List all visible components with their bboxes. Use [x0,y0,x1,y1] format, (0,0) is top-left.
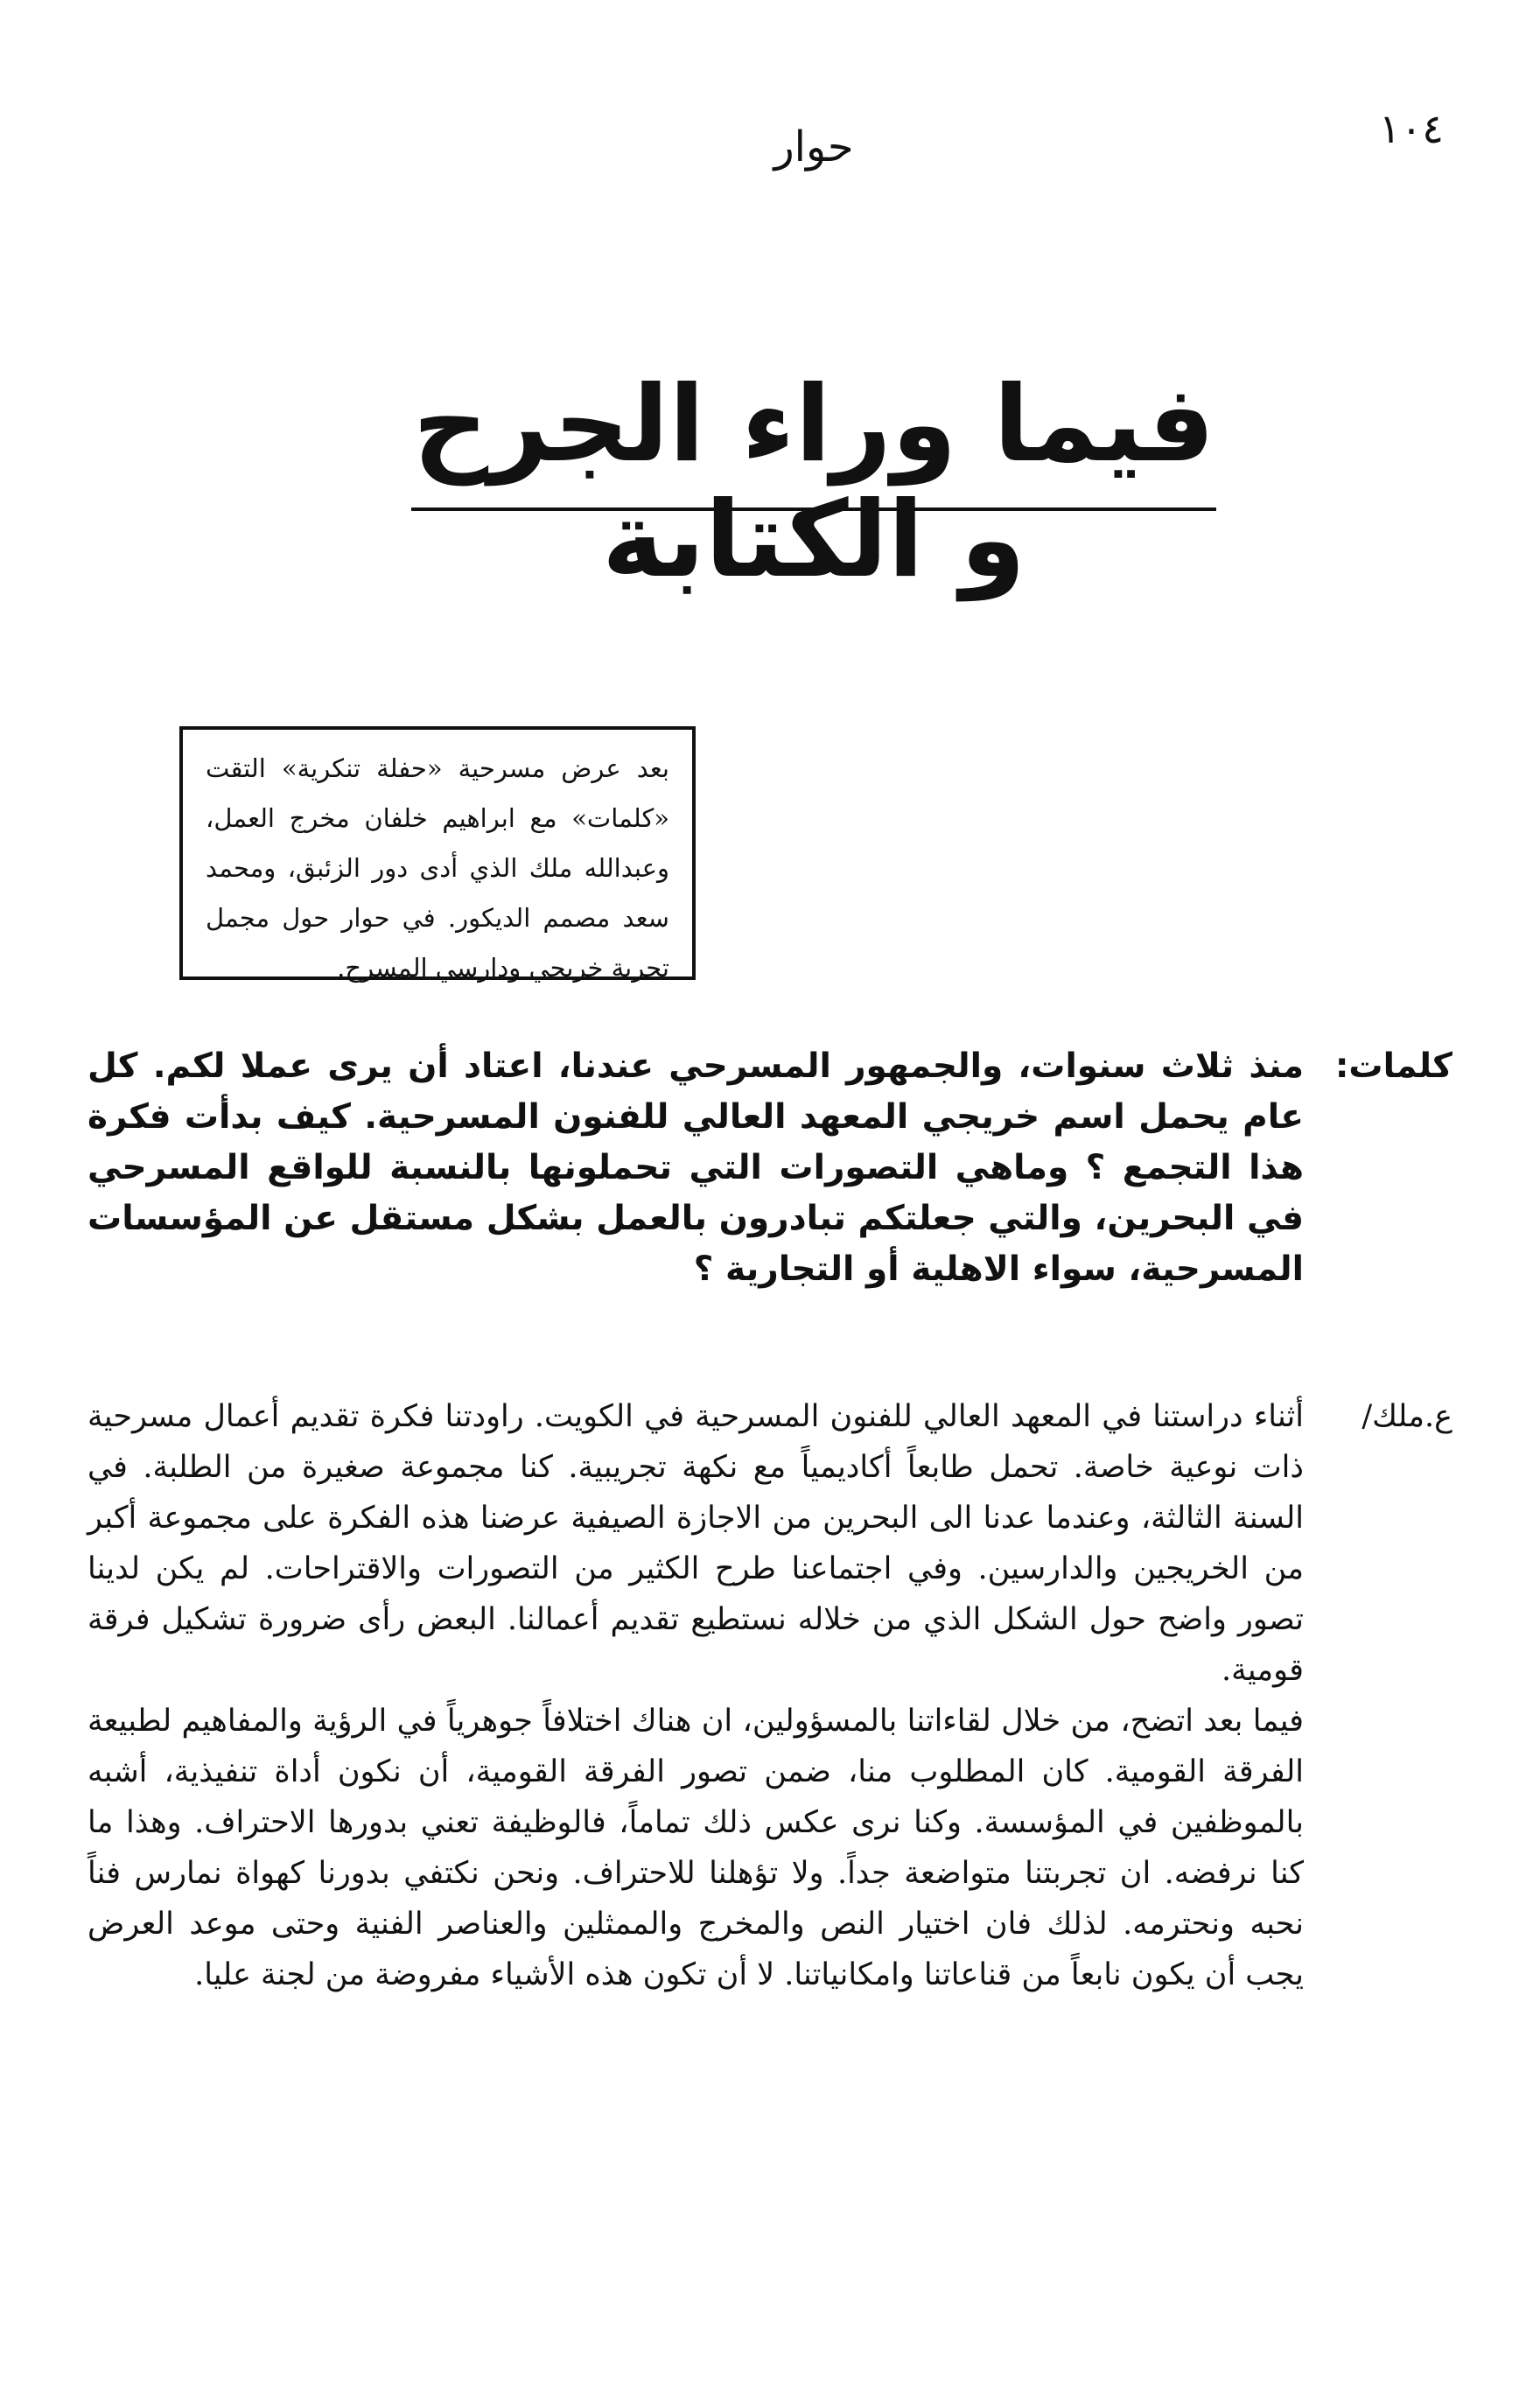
title-underline [411,508,1216,511]
question-speaker: كلمات: [1334,1046,1452,1086]
answer-text [88,1391,1304,2000]
article-title: فيما وراء الجرح و الكتابة [412,364,1215,601]
question-text: منذ ثلاث سنوات، والجمهور المسرحي عندنا، اعتاد أن يرى عملا لكم. كل عام يحمل اسم خريجي المعهد العالي للفنون المسرحية. كيف بدأت فكرة هذا التجمع ؟ وماهي التصورات التي تحملونها بالنسبة للواقع المسرحي في البحرين، والتي جعلتكم تبادرون بالعمل بشكل مستقل عن المؤسسات المسرحية، سواء الاهلية أو التجارية ؟ [88,1046,1304,1289]
question-block [88,1041,1452,1295]
page-number: ١٠٤ [1378,105,1444,152]
intro-box: بعد عرض مسرحية «حفلة تنكرية» التقت «كلمات» مع ابراهيم خلفان مخرج العمل، وعبدالله ملك الذي أدى دور الزئبق، ومحمد سعد مصمم الديكور. في حوار حول مجمل تجربة خريجي ودارسي المسرح. [179,726,696,980]
answer-block [88,1391,1452,2000]
section-label: حوار [774,122,854,172]
answer-paragraph: فيما بعد اتضح، من خلال لقاءاتنا بالمسؤولين، ان هناك اختلافاً جوهرياً في الرؤية والمفاهيم لطبيعة الفرقة القومية. كان المطلوب منا، ضمن تصور الفرقة القومية، أن نكون أداة تنفيذية، أشبه بالموظفين في المؤسسة. وكنا نرى عكس ذلك تماماً، فالوظيفة تعني بدورها الاحتراف. وهذا ما كنا نرفضه. ان تجربتنا متواضعة جداً. ولا تؤهلنا للاحتراف. ونحن نكتفي بدورنا كهواة نمارس فناً نحبه ونحترمه. لذلك فان اختيار النص والمخرج والممثلين والعناصر الفنية وحتى موعد العرض يجب أن يكون نابعاً من قناعاتنا وامكانياتنا. لا أن تكون هذه الأشياء مفروضة من لجنة عليا. [88,1704,1304,1992]
answer-paragraph: أثناء دراستنا في المعهد العالي للفنون المسرحية في الكويت. راودتنا فكرة تقديم أعمال مسرحية ذات نوعية خاصة. تحمل طابعاً أكاديمياً مع نكهة تجريبية. كنا مجموعة صغيرة من الطلبة. في السنة الثالثة، وعندما عدنا الى البحرين من الاجازة الصيفية عرضنا هذه الفكرة على مجموعة أكبر من الخريجين والدارسين. وفي اجتماعنا طرح الكثير من التصورات والاقتراحات. لم يكن لدينا تصور واضح حول الشكل الذي من خلاله نستطيع تقديم أعمالنا. البعض رأى ضرورة تشكيل فرقة قومية. [88,1399,1304,1688]
answer-speaker: ع.ملك/ [1362,1399,1452,1434]
